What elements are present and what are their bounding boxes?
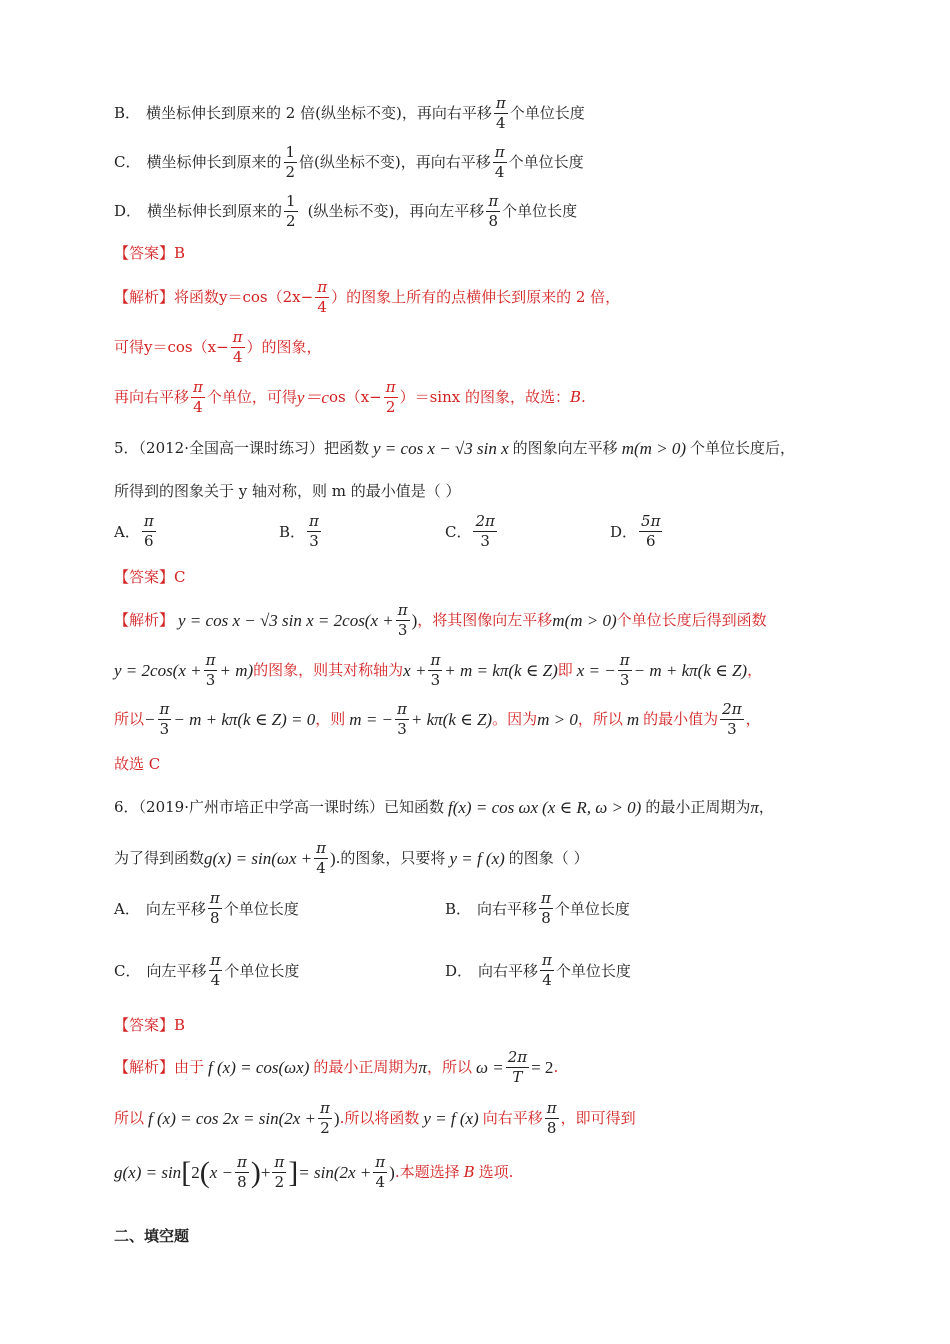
- analysis-text: ，将其图像向左平移: [417, 611, 553, 629]
- analysis-math: ): [333, 1109, 340, 1128]
- analysis-math: + m): [219, 661, 254, 680]
- analysis-math: −: [144, 710, 156, 729]
- analysis-math: ω =: [475, 1058, 504, 1077]
- fraction: $\frac{\pi}{8}$: [236, 1153, 247, 1191]
- q5-analysis-line1: [114, 603, 767, 638]
- fraction: $\frac{\pi}{4}$: [317, 278, 328, 316]
- option-label: D．: [445, 962, 473, 980]
- question-math: f(x) = cos ωx: [448, 798, 539, 817]
- analysis-math: x −: [209, 1163, 233, 1182]
- analysis-math: ): [389, 1163, 395, 1182]
- analysis-text: 个单位，可得: [206, 388, 297, 406]
- question-math: g(x) = sin(ωx +: [204, 849, 313, 868]
- analysis-math: y＝cos（2x−: [219, 288, 314, 306]
- analysis-text: ）＝sinx 的图象，故选：: [399, 388, 570, 406]
- fraction: $\frac{\pi}{8}$: [209, 889, 220, 927]
- analysis-text: 即: [557, 661, 573, 679]
- option-text: 向左平移: [146, 962, 207, 980]
- q5-stem-line1: [114, 440, 795, 457]
- option-text: 横坐标伸长到原来的 2 倍(纵坐标不变)，再向右平移: [146, 104, 492, 122]
- fraction: $\frac{\pi}{6}$: [143, 512, 154, 550]
- analysis-text: 由于: [174, 1058, 205, 1076]
- question-text: 为了得到函数: [114, 849, 205, 867]
- question-math: π: [750, 798, 759, 817]
- fraction: $\frac{\pi}{3}$: [397, 601, 408, 639]
- option-label: C．: [445, 523, 472, 541]
- option-text: 个单位长度: [224, 962, 300, 980]
- q4-analysis-line2: [114, 330, 322, 365]
- fraction: $\frac{\pi}{3}$: [159, 700, 170, 738]
- option-text: 个单位长度: [508, 153, 584, 171]
- q6-analysis-line2: [114, 1101, 636, 1136]
- option-text: 向左平移: [145, 900, 206, 918]
- analysis-math: + m = kπ(k ∈ Z): [444, 661, 558, 680]
- fraction: $\frac{\pi}{8}$: [488, 192, 499, 230]
- fraction: $\frac{\pi}{3}$: [397, 700, 407, 738]
- analysis-text: ，所以: [577, 710, 623, 728]
- option-label: D．: [610, 523, 638, 541]
- question-math: (x ∈ R, ω > 0): [542, 798, 642, 817]
- fraction: $\frac{\pi}{2}$: [274, 1153, 285, 1191]
- q6-stem-line2: [114, 841, 589, 876]
- paren-close: ): [250, 1155, 261, 1189]
- question-math: ): [329, 849, 336, 868]
- analysis-math: = 2: [531, 1058, 554, 1077]
- paren-open: (: [199, 1155, 210, 1189]
- option-label: C．: [114, 153, 141, 171]
- q6-option-b: [445, 891, 630, 926]
- analysis-math: os（x−: [328, 388, 382, 406]
- analysis-math: m(m > 0): [552, 611, 617, 630]
- question-text: ，: [758, 798, 774, 816]
- fraction: $\frac{\pi}{3}$: [205, 651, 216, 689]
- analysis-tag: 【解析】: [114, 611, 175, 629]
- option-text: 个单位长度: [555, 962, 631, 980]
- option-text: 横坐标伸长到原来的: [146, 153, 282, 171]
- analysis-math: f (x) = cos 2x = sin(2x +: [148, 1109, 317, 1128]
- question-math: y = f (x): [449, 849, 505, 868]
- analysis-text: 的图象，则其对称轴为: [253, 661, 404, 679]
- analysis-tag: 【解析】: [114, 1058, 175, 1076]
- q5-analysis-line3: [114, 702, 761, 737]
- analysis-text: 再向右平移: [114, 388, 190, 406]
- q4-analysis-line3: [114, 380, 586, 415]
- analysis-text: 可得: [114, 338, 145, 356]
- fraction: $\frac{\pi}{8}$: [546, 1099, 557, 1137]
- option-label: B．: [279, 523, 306, 541]
- analysis-text: 的最小值为: [643, 710, 719, 728]
- fraction: $\frac{\pi}{8}$: [541, 889, 551, 927]
- q6-option-a: [114, 891, 299, 926]
- analysis-math: + kπ(k ∈ Z): [410, 710, 493, 729]
- analysis-text: 向右平移: [482, 1109, 543, 1127]
- fraction: $\frac{\pi}{2}$: [385, 378, 396, 416]
- option-text: 个单位长度: [509, 104, 585, 122]
- q4-analysis-line1: [114, 280, 620, 315]
- analysis-text: 的最小正周期为: [313, 1058, 419, 1076]
- analysis-tag: 【解析】: [114, 288, 175, 306]
- analysis-text: ，则: [315, 710, 346, 728]
- analysis-text: ，: [747, 661, 763, 679]
- analysis-math: ): [411, 611, 418, 630]
- option-label: A．: [114, 523, 140, 541]
- q5-analysis-line4: 故选 C: [114, 755, 161, 773]
- q5-option-b: [279, 514, 323, 549]
- analysis-text: 选项.: [478, 1163, 514, 1181]
- q4-answer: 【答案】B: [114, 244, 186, 262]
- question-text: 个单位长度后，: [690, 439, 796, 457]
- question-math: m(m > 0): [621, 439, 687, 458]
- analysis-text: .本题选择: [394, 1163, 460, 1181]
- analysis-math: − m + kπ(k ∈ Z): [633, 661, 748, 680]
- fraction: $\frac{2\pi}{3}$: [475, 512, 495, 550]
- analysis-math: m = −: [349, 710, 394, 729]
- q5-option-c: [445, 514, 499, 549]
- fraction: $\frac{1}{2}$: [285, 143, 296, 181]
- q4-option-c: [114, 145, 584, 180]
- fraction: $\frac{\pi}{3}$: [309, 512, 319, 550]
- question-math: y = cos x − √3 sin x: [373, 439, 509, 458]
- analysis-text: ，所以: [426, 1058, 472, 1076]
- option-label: A．: [114, 900, 140, 918]
- fraction: $\frac{2\pi}{T}$: [507, 1048, 528, 1086]
- analysis-math: y = f (x): [423, 1109, 479, 1128]
- analysis-text: .所以将函数: [339, 1109, 420, 1127]
- q6-answer: 【答案】B: [114, 1016, 186, 1034]
- option-text: 倍(纵坐标不变)，再向右平移: [299, 153, 491, 171]
- analysis-choice: B.: [570, 388, 586, 406]
- fraction: $\frac{5\pi}{6}$: [641, 512, 661, 550]
- analysis-math: y = cos x − √3 sin x = 2cos(x +: [178, 611, 394, 630]
- q5-stem-line2: 所得到的图象关于 y 轴对称，则 m 的最小值是（ ）: [114, 482, 461, 500]
- analysis-text: 所以: [114, 1109, 145, 1127]
- option-text: 个单位长度: [554, 900, 630, 918]
- analysis-math: y＝c: [296, 388, 329, 407]
- option-label: B．: [114, 104, 141, 122]
- q4-option-d: [114, 194, 577, 229]
- fraction: $\frac{\pi}{4}$: [542, 951, 552, 989]
- q5-analysis-line2: [114, 653, 762, 688]
- analysis-text: ，: [745, 710, 761, 728]
- analysis-text: ）的图象，: [246, 338, 322, 356]
- fraction: $\frac{\pi}{3}$: [619, 651, 630, 689]
- question-text: 5．（2012·全国高一课时练习）把函数: [114, 439, 369, 457]
- analysis-math: x +: [403, 661, 427, 680]
- option-text: 个单位长度: [502, 202, 578, 220]
- fraction: $\frac{\pi}{4}$: [316, 839, 326, 877]
- q6-option-d: [445, 953, 631, 988]
- analysis-math: f (x) = cos(ωx): [208, 1058, 310, 1077]
- fraction: $\frac{\pi}{4}$: [495, 94, 506, 132]
- fraction: $\frac{1}{2}$: [286, 192, 296, 230]
- analysis-text: 。因为: [492, 710, 538, 728]
- option-text: 向右平移: [477, 900, 538, 918]
- q6-analysis-line3: [114, 1155, 513, 1190]
- question-text: .的图象，只要将: [335, 849, 446, 867]
- analysis-math: m: [626, 710, 640, 729]
- section-title: 二、填空题: [114, 1227, 190, 1245]
- option-text: 个单位长度: [223, 900, 299, 918]
- fraction: $\frac{\pi}{4}$: [210, 951, 221, 989]
- analysis-text: ）的图象上所有的点横伸长到原来的 2 倍，: [331, 288, 621, 306]
- q5-answer: 【答案】C: [114, 568, 186, 586]
- question-text: 6．（2019·广州市培正中学高一课时练）已知函数: [114, 798, 444, 816]
- question-text: 的最小正周期为: [645, 798, 751, 816]
- analysis-text: .: [553, 1058, 559, 1076]
- analysis-math: π: [418, 1058, 427, 1077]
- analysis-text: 所以: [114, 710, 145, 728]
- analysis-choice: B: [463, 1163, 475, 1181]
- q5-option-a: [114, 514, 158, 549]
- analysis-math: = sin(2x +: [298, 1163, 372, 1182]
- analysis-math: g(x) = sin: [114, 1163, 182, 1182]
- fraction: $\frac{\pi}{4}$: [232, 328, 243, 366]
- question-text: 的图象向左平移: [512, 439, 618, 457]
- analysis-text: 个单位长度后得到函数: [616, 611, 767, 629]
- option-label: B．: [445, 900, 472, 918]
- option-text: (纵坐标不变)，再向左平移: [307, 202, 485, 220]
- q6-analysis-line1: [114, 1050, 558, 1085]
- bracket-close: ]: [288, 1155, 299, 1189]
- analysis-math: y＝cos（x−: [144, 338, 229, 356]
- analysis-math: − m + kπ(k ∈ Z) = 0: [173, 710, 316, 729]
- option-text: 向右平移: [478, 962, 539, 980]
- q6-stem-line1: [114, 799, 774, 816]
- q5-option-d: [610, 514, 664, 549]
- analysis-text: ，即可得到: [560, 1109, 636, 1127]
- analysis-math: y = 2cos(x +: [114, 661, 202, 680]
- q4-option-b: [114, 96, 585, 131]
- option-label: C．: [114, 962, 141, 980]
- bracket-open: [: [181, 1155, 192, 1189]
- fraction: $\frac{\pi}{4}$: [193, 378, 203, 416]
- analysis-math: m > 0: [537, 710, 578, 729]
- analysis-math: +: [260, 1163, 271, 1182]
- question-text: 的图象（ ）: [508, 849, 589, 867]
- fraction: $\frac{2\pi}{3}$: [722, 700, 742, 738]
- analysis-math: 2: [191, 1163, 200, 1182]
- q6-option-c: [114, 953, 299, 988]
- option-text: 横坐标伸长到原来的: [147, 202, 283, 220]
- fraction: $\frac{\pi}{3}$: [430, 651, 441, 689]
- option-label: D．: [114, 202, 142, 220]
- fraction: $\frac{\pi}{2}$: [320, 1099, 330, 1137]
- fraction: $\frac{\pi}{4}$: [494, 143, 505, 181]
- analysis-math: x = −: [576, 661, 616, 680]
- fraction: $\frac{\pi}{4}$: [375, 1153, 386, 1191]
- analysis-text: 将函数: [174, 288, 220, 306]
